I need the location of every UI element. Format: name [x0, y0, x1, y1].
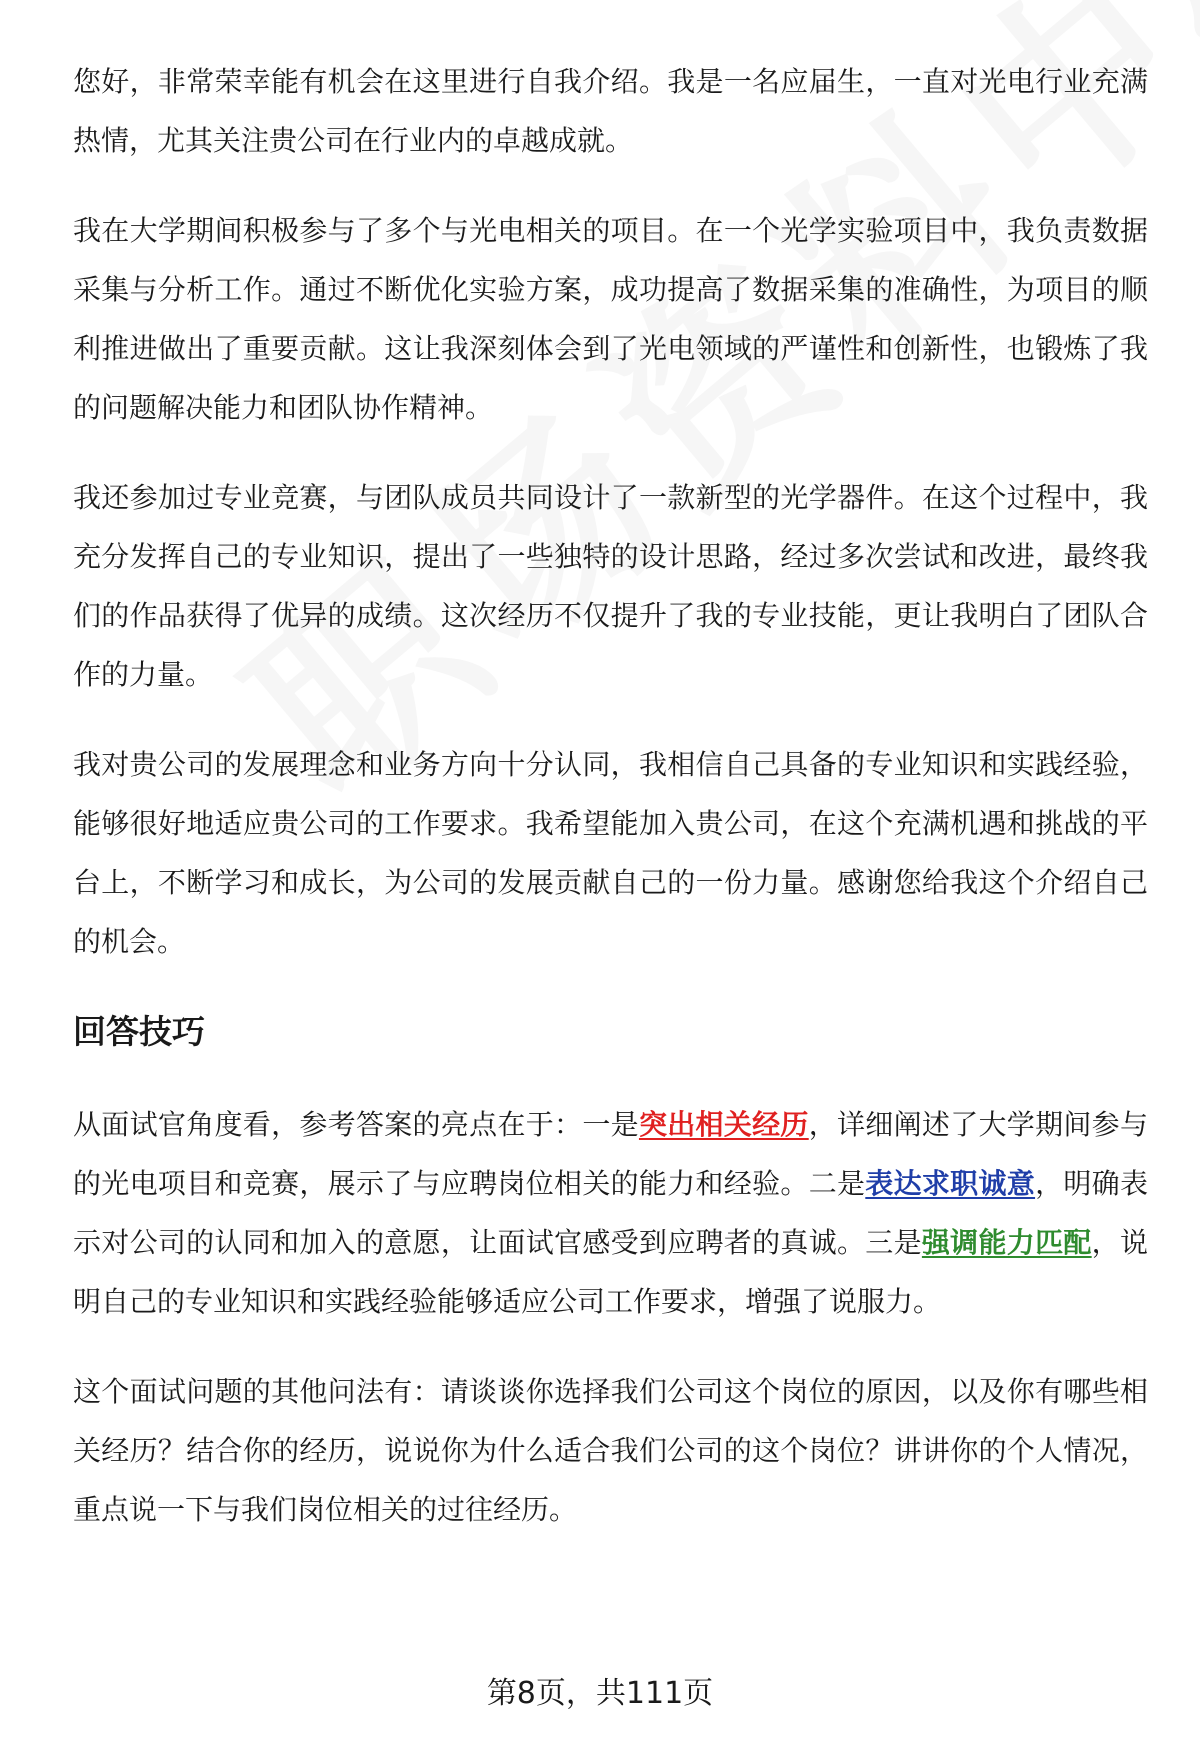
tips-text-4: ，说明自己的专业知识和实践经验能够适应公司工作要求，增强了说服力。 — [73, 1226, 1148, 1318]
section-heading: 回答技巧 — [73, 1012, 205, 1051]
paragraph-projects: 我在大学期间积极参与了多个与光电相关的项目。在一个光学实验项目中，我负责数据采集与分析工作。通过不断优化实验方案，成功提高了数据采集的准确性，为项目的顺利推进做出了重要贡献。这让我深刻体会到了光电领域的严谨性和创新性，也锻炼了我的问题解决能力和团队协作精神。 — [73, 214, 1148, 424]
paragraph-intro: 您好，非常荣幸能有机会在这里进行自我介绍。我是一名应届生，一直对光电行业充满热情，尤其关注贵公司在行业内的卓越成就。 — [73, 65, 1148, 157]
tips-text-1: 从面试官角度看，参考答案的亮点在于：一是 — [73, 1108, 639, 1141]
highlight-sincerity: 表达求职诚意 — [865, 1167, 1036, 1200]
tips-text-2: ，详细阐述了大学期间参与的光电项目和竞赛，展示了与应聘岗位相关的能力和经验。二是 — [73, 1108, 1148, 1200]
highlight-ability-match: 强调能力匹配 — [921, 1226, 1092, 1259]
page-footer: 第8页，共111页 — [486, 1676, 714, 1711]
paragraph-other-questions: 这个面试问题的其他问法有：请谈谈你选择我们公司这个岗位的原因，以及你有哪些相关经历？结合你的经历，说说你为什么适合我们公司的这个岗位？讲讲你的个人情况，重点说一下与我们岗位相关的过往经历。 — [73, 1375, 1148, 1526]
paragraph-closing: 我对贵公司的发展理念和业务方向十分认同，我相信自己具备的专业知识和实践经验，能够很好地适应贵公司的工作要求。我希望能加入贵公司，在这个充满机遇和挑战的平台上，不断学习和成长，为公司的发展贡献自己的一份力量。感谢您给我这个介绍自己的机会。 — [73, 748, 1148, 958]
paragraph-competition: 我还参加过专业竞赛，与团队成员共同设计了一款新型的光学器件。在这个过程中，我充分发挥自己的专业知识，提出了一些独特的设计思路，经过多次尝试和改进，最终我们的作品获得了优异的成绩。这次经历不仅提升了我的专业技能，更让我明白了团队合作的力量。 — [73, 481, 1148, 691]
tips-text-3: ，明确表示对公司的认同和加入的意愿，让面试官感受到应聘者的真诚。三是 — [73, 1167, 1148, 1259]
paragraph-tips — [73, 1095, 1148, 1331]
highlight-relevant-experience: 突出相关经历 — [638, 1108, 809, 1141]
document-body — [73, 52, 1148, 1570]
